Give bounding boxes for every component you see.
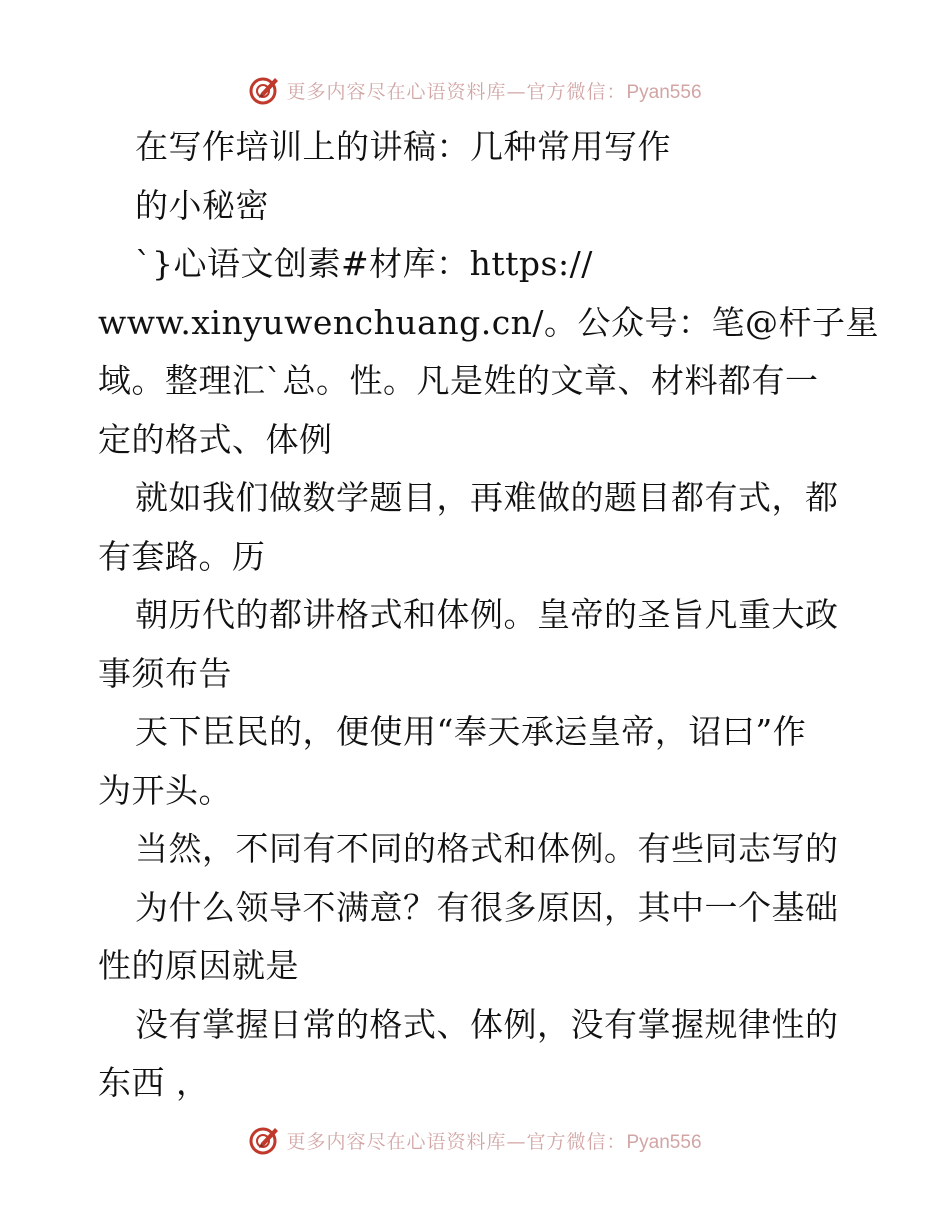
banner-text xyxy=(286,77,701,104)
banner-wechat-id: Pyan556 xyxy=(626,1131,702,1153)
text-line: 的小秘密 xyxy=(135,186,269,225)
text-line: 没有掌握日常的格式、体例，没有掌握规律性的 xyxy=(135,1005,839,1044)
banner-slogan: 更多内容尽在心语资料库—官方微信： xyxy=(286,80,627,103)
text-line: 在写作培训上的讲稿：几种常用写作 xyxy=(135,127,671,166)
text-line: 当然，不同有不同的格式和体例。有些同志写的 xyxy=(135,829,839,868)
pen-logo-icon xyxy=(248,74,280,106)
text-line: 东西 ， xyxy=(98,1063,210,1102)
text-line: 性的原因就是 xyxy=(98,946,299,985)
text-line: 事须布告 xyxy=(98,654,232,693)
pen-logo-icon xyxy=(248,1124,280,1156)
text-line: 域。整理汇`总。性。凡是姓的文章、材料都有一 xyxy=(98,361,819,400)
text-line: 为什么领导不满意？有很多原因，其中一个基础 xyxy=(135,888,839,927)
banner-slogan: 更多内容尽在心语资料库—官方微信： xyxy=(286,1130,627,1153)
banner-text xyxy=(286,1127,701,1154)
footer-watermark-banner xyxy=(0,1120,950,1160)
text-line: 有套路。历 xyxy=(98,537,266,576)
text-line: 就如我们做数学题目，再难做的题目都有式，都 xyxy=(135,478,839,517)
text-line: 天下臣民的，便使用“奉天承运皇帝，诏曰”作 xyxy=(135,712,807,751)
text-line: www.xinyuwenchuang.cn/。公众号：笔@杆子星 xyxy=(98,303,880,342)
header-watermark-banner xyxy=(0,70,950,110)
banner-wechat-id: Pyan556 xyxy=(626,81,702,103)
text-line: 朝历代的都讲格式和体例。皇帝的圣旨凡重大政 xyxy=(135,595,839,634)
text-line: `}心语文创素#材库：https:// xyxy=(135,244,593,283)
text-line: 为开头。 xyxy=(98,771,232,810)
text-line: 定的格式、体例 xyxy=(98,420,333,459)
